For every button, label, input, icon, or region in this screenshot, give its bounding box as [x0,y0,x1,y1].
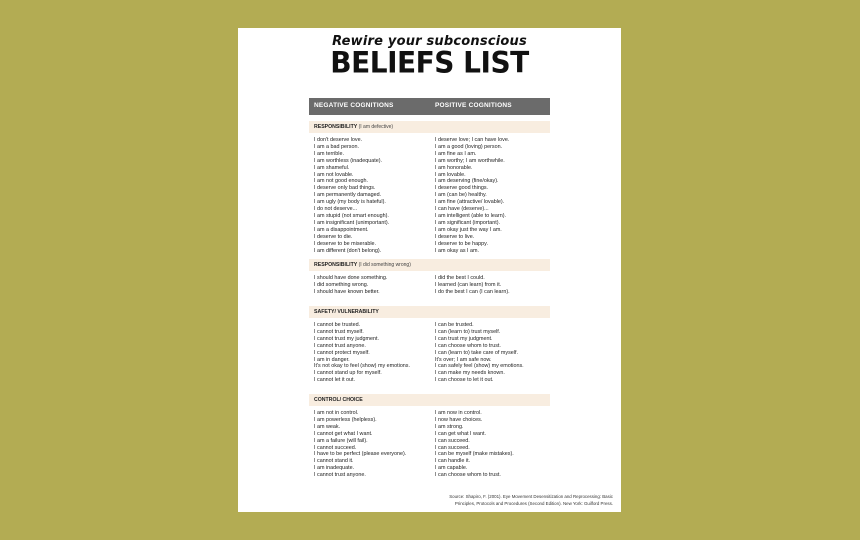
positive-cognition-item: I can succeed. [435,444,470,451]
script-title: Rewire your subconscious [332,34,527,49]
negative-column-header: NEGATIVE COGNITIONS [314,102,394,109]
positive-cognition-item: I can (learn to) trust myself. [435,328,501,335]
negative-cognition-item: I cannot be trusted. [314,322,361,328]
positive-cognition-item: I deserve good things. [435,185,489,192]
positive-cognition-item: I can (learn to) take care of myself. [435,349,518,356]
section-title: RESPONSIBILITY [314,124,358,130]
section-title: CONTROL/ CHOICE [314,397,363,403]
section-header-responsibility-wrong [309,259,550,271]
positive-cognition-item: I can be myself (make mistakes). [435,451,514,458]
positive-cognition-item: I now have choices. [435,416,483,423]
section-title: RESPONSIBILITY [314,262,358,268]
negative-list [314,275,432,296]
positive-cognition-item: I can be trusted. [435,322,474,328]
negative-cognition-item: I deserve to be miserable. [314,240,377,247]
negative-cognition-item: I am permanently damaged. [314,192,382,199]
positive-list [435,322,553,384]
negative-cognition-item: I have to be perfect (please everyone). [314,451,407,458]
section-header-control [309,394,550,406]
negative-cognition-item: I cannot trust my judgment. [314,335,380,342]
negative-cognition-item: I am inadequate. [314,465,355,472]
positive-cognition-item: I am deserving (fine/okay). [435,178,499,185]
negative-cognition-item: I am insignificant (unimportant). [314,219,390,226]
positive-cognition-item: I can handle it. [435,458,471,465]
beliefs-list-page [238,28,621,512]
positive-cognition-item: I can choose to let it out. [435,377,494,384]
negative-cognition-item: I cannot let it out. [314,377,356,384]
negative-cognition-item: I am in danger. [314,356,350,363]
positive-cognition-item: I can safely feel (show) my emotions. [435,363,524,370]
section-header-responsibility-defective [309,121,550,133]
positive-cognition-item: I am fine as I am. [435,150,477,157]
positive-cognition-item: I can have (deserve)... [435,206,489,213]
positive-cognition-item: I am okay just the way I am. [435,226,502,233]
positive-cognition-item: I can succeed. [435,437,470,444]
negative-list [314,137,432,254]
positive-cognition-item: I can choose whom to trust. [435,342,501,349]
positive-cognition-item: I am capable. [435,465,468,472]
positive-cognition-item: I am strong. [435,423,464,430]
negative-cognition-item: It's not okay to feel (show) my emotions. [314,363,411,370]
positive-cognition-item: I can choose whom to trust. [435,472,501,479]
positive-cognition-item: I do the best I can (I can learn). [435,288,510,295]
positive-cognition-item: I am fine (attractive/ lovable). [435,199,505,206]
positive-cognition-item: I am now in control. [435,410,482,416]
negative-cognition-item: I don't deserve love. [314,137,363,143]
positive-cognition-item: I am a good (loving) person. [435,143,503,150]
negative-cognition-item: I cannot stand it. [314,458,354,465]
negative-cognition-item: I cannot trust anyone. [314,472,366,479]
positive-cognition-item: I did the best I could. [435,275,485,281]
negative-cognition-item: I do not deserve... [314,206,358,213]
positive-cognition-item: I am okay as I am. [435,247,480,254]
negative-cognition-item: I should have known better. [314,288,380,295]
negative-cognition-item: I am ugly (my body is hateful). [314,199,386,206]
negative-cognition-item: I deserve only bad things. [314,185,376,192]
negative-cognition-item: I cannot succeed. [314,444,357,451]
negative-cognition-item: I am powerless (helpless). [314,416,377,423]
positive-cognition-item: I deserve to be happy. [435,240,488,247]
negative-cognition-item: I am not good enough. [314,178,368,185]
negative-cognition-item: I deserve to die. [314,233,353,240]
positive-cognition-item: I am intelligent (able to learn). [435,212,507,219]
positive-cognition-item: It's over; I am safe now. [435,356,492,363]
citation [413,493,613,507]
positive-cognition-item: I am worthy; I am worthwhile. [435,157,505,164]
negative-cognition-item: I am stupid (not smart enough). [314,212,389,219]
positive-cognition-item: I am (can be) healthy. [435,192,487,199]
negative-cognition-item: I am terrible. [314,150,344,157]
positive-cognition-item: I can get what I want. [435,430,486,437]
citation-line: Principles, Protocols and Procedures (Second Edition). New York: Guilford Press. [454,501,613,506]
column-header-bar [309,98,550,115]
positive-cognition-item: I can trust my judgment. [435,335,493,342]
section-title: SAFETY/ VULNERABILITY [314,309,379,315]
negative-cognition-item: I am a bad person. [314,143,359,150]
positive-cognition-item: I learned (can learn) from it. [435,281,502,288]
negative-cognition-item: I cannot protect myself. [314,349,370,356]
negative-cognition-item: I am a failure (will fail). [314,437,368,444]
negative-cognition-item: I am not in control. [314,410,359,416]
citation-line: Source: Shapiro, F. (2001). Eye Movement Desensitization and Reprocessing: Basic [449,494,613,499]
positive-cognition-item: I deserve to live. [435,233,475,240]
negative-cognition-item: I am a disappointment. [314,226,369,233]
positive-list [435,137,553,254]
positive-list [435,275,553,296]
positive-cognition-item: I deserve love; I can have love. [435,137,510,143]
negative-cognition-item: I am not lovable. [314,171,354,178]
positive-column-header: POSITIVE COGNITIONS [435,102,512,109]
negative-cognition-item: I cannot stand up for myself. [314,370,382,377]
section-note: (I am defective) [358,124,394,130]
negative-list [314,410,432,479]
negative-cognition-item: I should have done something. [314,275,388,281]
negative-cognition-item: I cannot trust anyone. [314,342,366,349]
positive-cognition-item: I am significant (important). [435,219,501,226]
negative-cognition-item: I am different (don't belong). [314,247,382,254]
negative-cognition-item: I cannot get what I want. [314,430,373,437]
positive-cognition-item: I can make my needs known. [435,370,505,377]
negative-cognition-item: I cannot trust myself. [314,328,364,335]
negative-cognition-item: I am shameful. [314,164,350,171]
positive-cognition-item: I am honorable. [435,164,473,171]
section-header-safety [309,306,550,318]
negative-cognition-item: I am weak. [314,423,341,430]
negative-list [314,322,432,384]
positive-cognition-item: I am lovable. [435,171,466,178]
positive-list [435,410,553,479]
main-title: BELIEFS LIST [330,45,529,80]
negative-cognition-item: I am worthless (inadequate). [314,157,383,164]
negative-cognition-item: I did something wrong. [314,281,369,288]
section-note: (I did something wrong) [358,262,411,268]
